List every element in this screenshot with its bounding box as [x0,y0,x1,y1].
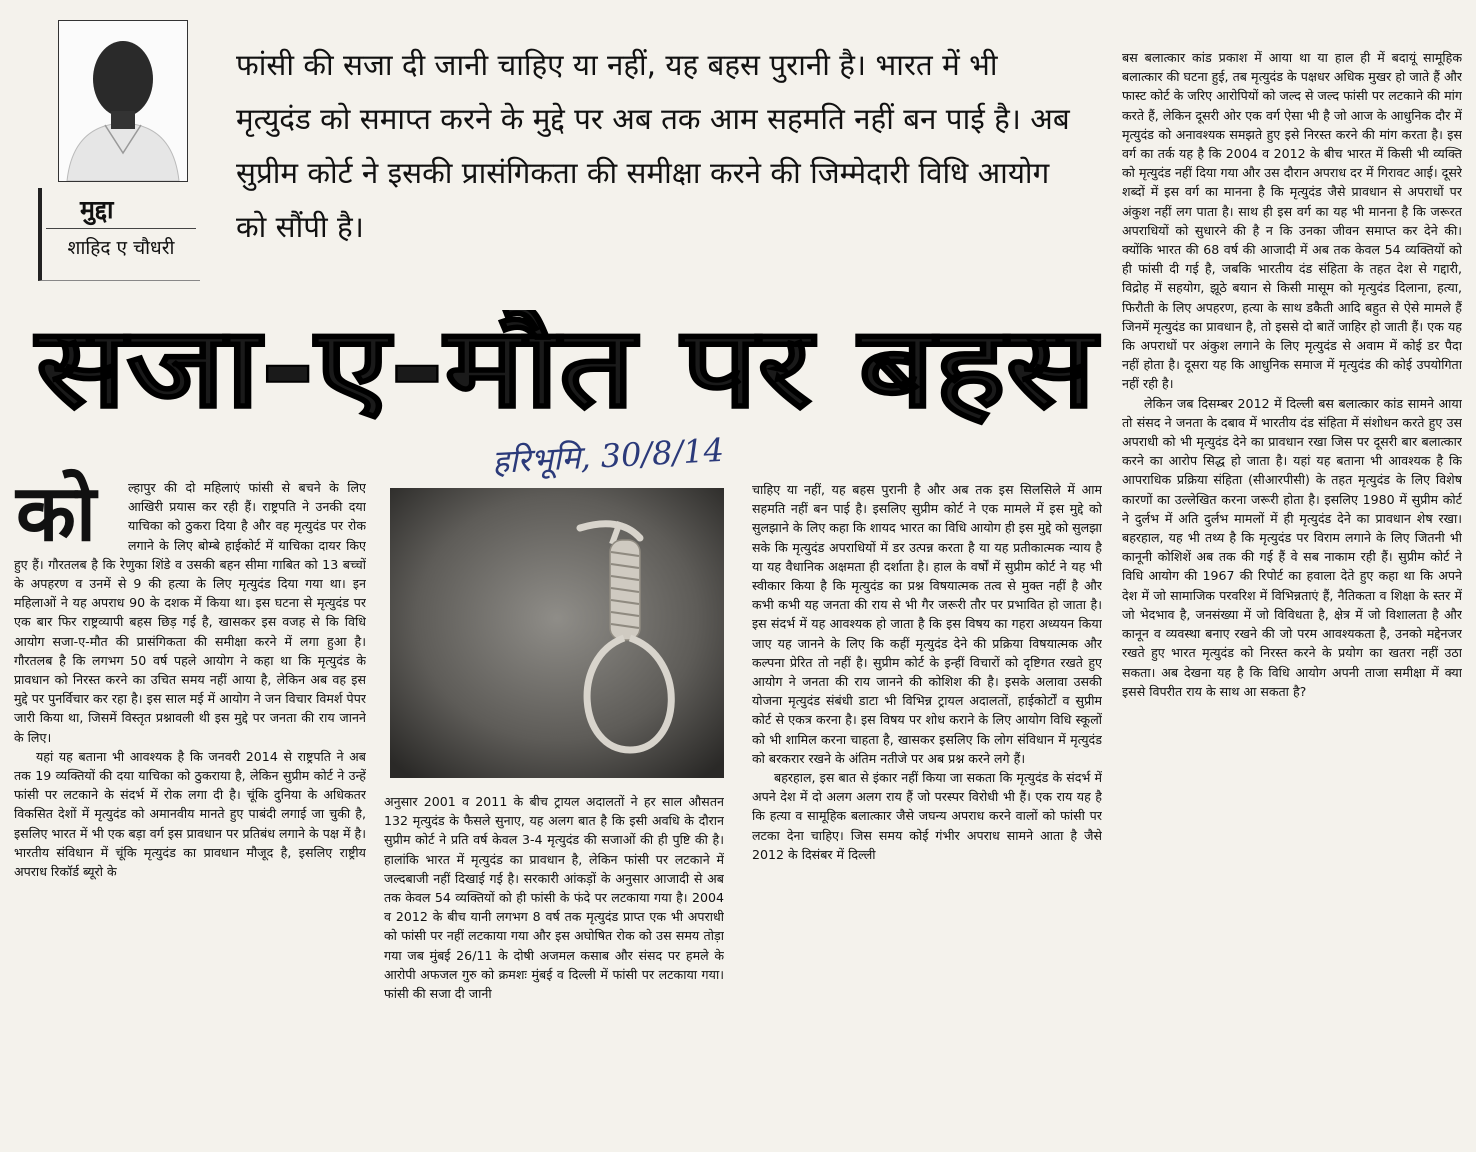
col3-paragraph-1: चाहिए या नहीं, यह बहस पुरानी है और अब तक इस सिलसिले में आम सहमति नहीं बन पाई है। इसलिए सुप्रीम कोर्ट ने एक मामले में इस मुद्दे को सुलझाने के लिए कहा कि शायद भारत का विधि आयोग ही इस मुद्दे को सुलझा सके कि मृत्युदंड अपराधियों में डर उत्पन्न करता है या यह प्रतीकात्मक न्याय है या यह वैधानिक अक्षमता ही दर्शाता है। हाल के वर्षों में सुप्रीम कोर्ट ने यह भी स्वीकार किया है कि मृत्युदंड का प्रश्न विषयात्मक तत्व से मुक्त नहीं है और कभी कभी यह जनता की राय से भी गैर जरूरी तौर पर प्रभावित हो जाता है। इस संदर्भ में यह आवश्यक हो जाता है कि इस विषय का गहरा अध्ययन किया जाए यह जानने के लिए कि कहीं मृत्युदंड देने की प्रक्रिया विषयात्मक और कल्पना प्रेरित तो नहीं है। सुप्रीम कोर्ट के इन्हीं विचारों को दृष्टिगत रखते हुए आयोग ने जनता की राय जानने की कोशिश की है। इसके अलावा उसकी योजना मृत्युदंड संबंधी डाटा भी विभिन्न ट्रायल अदालतों, हाईकोर्टों व सुप्रीम कोर्ट से एकत्र करना है। इस विषय पर शोध कराने के लिए आयोग विधि स्कूलों को भी शामिल करना चाहता है, खासकर इसलिए कि लोग संविधान में मृत्युदंड को बरकरार रखने के अंतिम नतीजे पर अब प्रश्न करने लगे हैं। [752,482,1102,766]
headline-text: सजा-ए-मौत पर बहस [33,310,1102,430]
drop-cap: को [16,469,97,559]
article-column-2 [384,792,724,1148]
headline [30,310,1110,430]
col2-paragraph-1: अनुसार 2001 व 2011 के बीच ट्रायल अदालतों ने हर साल औसतन 132 मृत्युदंड के फैसले सुनाए, यह अलग बात है कि इसी अवधि के दौरान सुप्रीम कोर्ट ने प्रति वर्ष केवल 3-4 मृत्युदंड की सजाओं की ही पुष्टि की है। हालांकि भारत में मृत्युदंड का प्रावधान है, लेकिन फांसी पर लटकाने में जल्दबाजी नहीं दिखाई गई है। सरकारी आंकड़ों के अनुसार आजादी से अब तक केवल 54 व्यक्तियों को ही फांसी के फंदे पर लटकाया गया है। 2004 व 2012 के बीच यानी लगभग 8 वर्ष तक मृत्युदंड प्राप्त एक भी अपराधी को फांसी पर नहीं लटकाया गया और इस अघोषित रोक को उस समय तोड़ा गया जब मुंबई 26/11 के दोषी अजमल कसाब और संसद पर हमले के आरोपी अफजल गुरु को क्रमशः मुंबई व दिल्ली में फांसी पर लटकाया गया। फांसी की सजा दी जानी [384,794,724,1002]
col4-paragraph-1: बस बलात्कार कांड प्रकाश में आया था या हाल ही में बदायूं सामूहिक बलात्कार की घटना हुई, तब मृत्युदंड के पक्षधर अधिक मुखर हो जाते हैं और फास्ट कोर्ट के जरिए आरोपियों को जल्द से जल्द फांसी पर लटकाने की मांग करते हैं, लेकिन दूसरी ओर एक वर्ग ऐसा भी है जो आज के आधुनिक दौर में मृत्युदंड को अनावश्यक समझते हुए इसे निरस्त करने की मांग करता है। इस वर्ग का तर्क यह है कि 2004 व 2012 के बीच भारत में किसी भी व्यक्ति को मृत्युदंड नहीं दिया गया और उस दौरान अपराध दर में गिरावट आई। दूसरे शब्दों में इस वर्ग का मानना है कि मृत्युदंड जैसे प्रावधान से अपराधों पर अंकुश नहीं लग पाता है। साथ ही इस वर्ग का यह भी मानना है कि जरूरत अपराधियों को सुधारने की है न कि उनका जीवन समाप्त कर देने की। क्योंकि भारत की 68 वर्ष की आजादी में अब तक केवल 54 व्यक्तियों को ही फांसी दी गई है, जबकि भारतीय दंड संहिता के तहत देश से गद्दारी, विद्रोह में सहयोग, झूठे बयान से किसी मासूम को मृत्युदंड दिलाना, हत्या, फिरौती के लिए अपहरण, हत्या के साथ डकैती आदि बहुत से ऐसे मामले हैं जिनमें मृत्युदंड का प्रावधान है, तो इससे दो बातें जाहिर हो जाती हैं। एक यह कि अपराधों पर अंकुश लगाने के लिए मृत्युदंड से अवाम में कोई डर पैदा नहीं होता है। दूसरा यह कि आधुनिक समाज में मृत्युदंड की कोई उपयोगिता नहीं रही है। [1122,50,1462,392]
column-label: मुद्दा [80,195,114,224]
col3-paragraph-2: बहरहाल, इस बात से इंकार नहीं किया जा सकता कि मृत्युदंड के संदर्भ में अपने देश में दो अलग अलग राय हैं जो परस्पर विरोधी भी हैं। एक राय यह है कि हत्या व सामूहिक बलात्कार जैसे जघन्य अपराध करने वालों को फांसी पर लटका देना चाहिए। जिस समय कोई गंभीर अपराध सामने आता है जैसे 2012 के दिसंबर में दिल्ली [752,770,1102,862]
article-column-1 [14,478,366,1148]
handwritten-note [484,424,844,484]
article-column-4 [1122,48,1462,1148]
handwritten-note-text: हरिभूमि, 30/8/14 [491,430,725,481]
col1-paragraph-2: यहां यह बताना भी आवश्यक है कि जनवरी 2014 से राष्ट्रपति ने अब तक 19 व्यक्तियों की दया याचिका को ठुकराया है, लेकिन सुप्रीम कोर्ट ने उन्हें फांसी पर लटकाने के संदर्भ में रोक लगा दी है। चूंकि दुनिया के अधिकतर विकसित देशों में मृत्युदंड को अमानवीय मानते हुए पाबंदी लगाई जा चुकी है, इसलिए भारत में भी एक बड़ा वर्ग इस प्रावधान पर प्रतिबंध लगाने के पक्ष में है। भारतीय संविधान में चूंकि मृत्युदंड का प्रावधान मौजूद है, इसलिए राष्ट्रीय अपराध रिकॉर्ड ब्यूरो के [14,748,366,880]
dropcap-spacer [14,478,128,550]
byline-divider [46,228,196,229]
noose-photo [390,488,724,778]
author-name: शाहिद ए चौधरी [67,237,175,259]
intro-text: फांसी की सजा दी जानी चाहिए या नहीं, यह बहस पुरानी है। भारत में भी मृत्युदंड को समाप्त करने के मुद्दे पर अब तक आम सहमति नहीं बन पाई है। अब सुप्रीम कोर्ट ने इसकी प्रासंगिकता की समीक्षा करने की जिम्मेदारी विधि आयोग को सौंपी है। [236,48,1070,244]
author-photo [58,20,188,182]
byline-box [38,188,200,281]
col4-paragraph-2: लेकिन जब दिसम्बर 2012 में दिल्ली बस बलात्कार कांड सामने आया तो संसद ने जनता के दबाव में भारतीय दंड संहिता में संशोधन करते हुए उस अपराधी को भी मृत्युदंड देने का प्रावधान रखा जिस पर दूसरी बार बलात्कार करने का आरोप सिद्ध हो जाता है। यहां यह बताना भी आवश्यक है कि आपराधिक प्रक्रिया संहिता (सीआरपीसी) के तहत मृत्युदंड के लिए विशेष कारणों का उल्लेखित करना जरूरी होता है। इसलिए 1980 में सुप्रीम कोर्ट ने दुर्लभ में अति दुर्लभ मामलों में ही मृत्युदंड देने का प्रावधान शेष रखा। बहरहाल, यह भी तथ्य है कि मृत्युदंड पर विराम लगाने के लिए जितनी भी कानूनी कोशिशें अब तक की गई हैं वे सब नाकाम रही हैं। सुप्रीम कोर्ट ने विधि आयोग की 1967 की रिपोर्ट का हवाला देते हुए कहा था कि अपने देश में जो सामाजिक परवरिश में विभिन्नताएं हैं, नैतिकता व शिक्षा के स्तर में जो भेदभाव है, जनसंख्या में जो विविधता है, क्षेत्र में जो विशालता है और कानून व व्यवस्था बनाए रखने की जो परम आवश्यकता है, उनको मद्देनजर रखते हुए भारत मृत्युदंड को निरस्त करने के प्रयोग का खतरा नहीं उठा सकता। अब देखना यह है कि विधि आयोग अपनी ताजा समीक्षा में क्या इससे विपरीत राय के साथ आ सकता है? [1122,395,1462,699]
col1-paragraph-1: ल्हापुर की दो महिलाएं फांसी से बचने के लिए आखिरी प्रयास कर रही हैं। राष्ट्रपति ने उनकी दया याचिका को ठुकरा दिया है और वह मृत्युदंड पर रोक लगाने के लिए बोम्बे हाईकोर्ट में याचिका दायर किए हुए हैं। गौरतलब है कि रेणुका शिंडे व उसकी बहन सीमा गाबित को 13 बच्चों के अपहरण व उनमें से 9 की हत्या के लिए मृत्युदंड दिया गया था। इन महिलाओं ने यह अपराध 90 के दशक में किया था। इस घटना से मृत्युदंड पर एक बार फिर राष्ट्रव्यापी बहस छिड़ गई है, खासकर इस वजह से कि विधि आयोग सजा-ए-मौत की प्रासंगिकता की समीक्षा करने में लगा हुआ है। गौरतलब है कि लगभग 50 वर्ष पहले आयोग ने कहा था कि मृत्युदंड के प्रावधान को निरस्त करने का उचित समय नहीं आया है, लेकिन अब वह इस मुद्दे पर पुनर्विचार कर रहा है। इस साल मई में आयोग ने जन विचार विमर्श पेपर जारी किया था, जिसमें विस्तृत प्रश्नावली थी इस मुद्दे पर जनता की राय जानने के लिए। [14,480,366,745]
article-column-3 [752,480,1102,1148]
